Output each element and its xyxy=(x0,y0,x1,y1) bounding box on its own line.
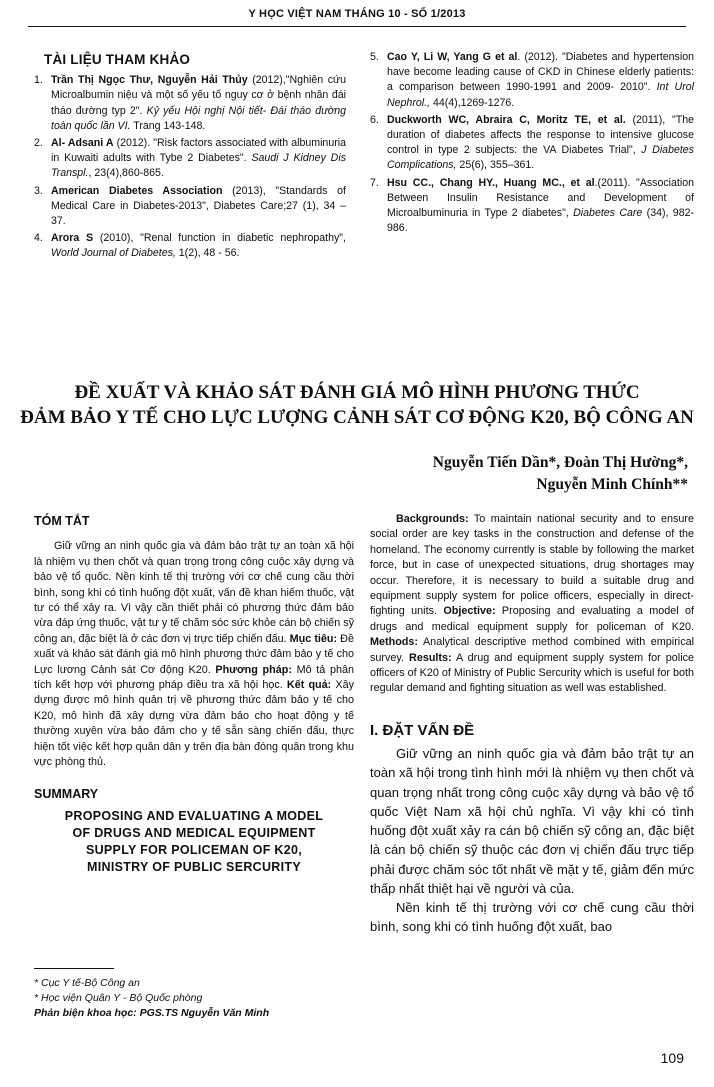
reference-body: .(2011). "Association Between Insulin Resistance and Development of Microalbuminuria in Type 2 diabetes", xyxy=(387,176,694,220)
reference-body: (2013), "Standards of Medical Care in Diabetes-2013", Diabetes Care;27 (1), 34 – 37. xyxy=(51,184,346,228)
running-head: Y HỌC VIỆT NAM THÁNG 10 - SỐ 1/2013 xyxy=(248,8,466,20)
abstract-vi-results: Xây dựng được mô hình quản trị về phương thức đảm bảo y tế cho K20, mô hình đã xây dựng vừa đảm bảo cho hoạt động y tế thường xuyên vừa bảo đảm cho y tế sẵn sàng chiến đấu, thực hiện tốt việc kết hợp quân dân y trên địa bàn đóng quân trong khu vực phòng thủ. xyxy=(34,679,354,769)
reference-authors: Cao Y, Li W, Yang G et al xyxy=(387,51,518,63)
reference-body: (2012),"Nghiên cứu Microalbumin niệu và một số yếu tố nguy cơ ở bệnh nhân đái tháo đường typ 2". xyxy=(51,74,346,117)
footnote-reviewer xyxy=(34,1006,354,1021)
reference-tail: , 23(4),860-865. xyxy=(88,167,164,180)
footnotes xyxy=(34,976,354,1021)
footnote-affiliation: * Cục Y tế-Bộ Công an xyxy=(34,977,140,989)
right-column xyxy=(370,512,694,936)
reference-tail: 44(4),1269-1276. xyxy=(430,96,515,109)
reference-number: 1. xyxy=(34,74,43,87)
reference-item xyxy=(34,184,346,230)
abstract-vi-methods-label: Phương pháp: xyxy=(215,663,292,676)
reference-text xyxy=(51,136,346,182)
reference-number: 4. xyxy=(34,232,43,245)
abstract-en-results: A drug and equipment supply system for police officers of K20 of Ministry of Public Sercurity which is useful for both regular demand and fighting situation as well was established. xyxy=(370,651,695,695)
reference-number: 6. xyxy=(370,113,379,126)
summary-title-line: MINISTRY OF PUBLIC SERCURITY xyxy=(87,859,301,874)
introduction-paragraph: Nền kinh tế thị trường với cơ chế cung cầu thời bình, song khi có tình huống đột xuất, bao xyxy=(370,899,694,935)
reviewer-label: Phản biện khoa học: xyxy=(34,1007,137,1019)
reference-number: 2. xyxy=(34,137,43,150)
abstract-en-body xyxy=(370,512,694,697)
abstract-en-objective-label: Objective: xyxy=(443,605,496,618)
references-right-column xyxy=(370,50,694,238)
abstract-en-results-label: Results: xyxy=(409,651,452,664)
reference-tail: 25(6), 355–361. xyxy=(456,159,535,172)
article-title xyxy=(0,380,714,430)
summary-title-line: PROPOSING AND EVALUATING A MODEL xyxy=(64,808,324,823)
abstract-en-methods-label: Methods: xyxy=(370,636,418,649)
left-column xyxy=(34,514,354,876)
reference-tail: Trang 143-148. xyxy=(130,119,206,132)
reference-number: 3. xyxy=(34,184,43,197)
reference-text xyxy=(387,50,694,111)
abstract-vi-heading: TÓM TẮT xyxy=(34,514,90,528)
introduction-paragraph: Giữ vững an ninh quốc gia và đảm bảo trật tự an toàn xã hội trong tình hình mới là nhiệm vụ then chốt và quan trọng nhất trong công cuộc xây dựng và bảo vệ tổ quốc Việt Nam xã hội chủ nghĩa. Vì vậy khi có tình huống đột xuất xảy ra cán bộ chiến sỹ công an, đặc biệt là cán bộ chiến sỹ thuộc các đơn vị chiến đấu trực tiếp phải được chăm sóc tốt nhất về mặt y tế, giảm đến mức thấp nhất thiệt hại về người và của. xyxy=(370,746,694,896)
abstract-vi-objective: Đề xuất và khảo sát đánh giá mô hình phương thức đảm bảo y tế cho Lực lương Cảnh sát Cơ động K20. xyxy=(34,632,354,676)
reviewer-name: PGS.TS Nguyễn Văn Minh xyxy=(136,1007,270,1019)
reference-journal: Saudi J Kidney Dis Transpl. xyxy=(51,152,346,180)
reference-authors: Duckworth WC, Abraira C, Moritz TE, et al. xyxy=(387,113,626,126)
references-left-column xyxy=(34,50,346,264)
article-title-line: ĐỀ XUẤT VÀ KHẢO SÁT ĐÁNH GIÁ MÔ HÌNH PHƯƠNG THỨC xyxy=(74,382,640,403)
reference-authors: Al- Adsani A xyxy=(51,137,114,150)
reference-body: (2011), "The duration of diabetes affects the response to intensive glucose control in type 2 subjects: the VA Diabetes Trial", xyxy=(387,113,695,157)
reference-item xyxy=(34,73,346,134)
reference-authors: Arora S xyxy=(51,232,94,245)
reference-number: 7. xyxy=(370,176,379,189)
reference-body: . (2012). "Diabetes and hypertension have become leading cause of CKD in Chinese elderly patients: a comparison between 1990-1991 and 2009- 2010". xyxy=(387,51,694,94)
reference-item xyxy=(370,176,694,237)
reference-text xyxy=(387,113,694,174)
reference-journal: World Journal of Diabetes, xyxy=(51,247,176,260)
article-title-line: ĐẢM BẢO Y TẾ CHO LỰC LƯỢNG CẢNH SÁT CƠ ĐỘNG K20, BỘ CÔNG AN xyxy=(20,407,694,428)
authors-line: Nguyễn Tiến Dần*, Đoàn Thị Hường*, xyxy=(432,454,688,471)
reference-tail: (34), 982-986. xyxy=(387,207,695,235)
summary-title-line: OF DRUGS AND MEDICAL EQUIPMENT xyxy=(72,825,316,840)
reference-journal: Int Urol Nephrol., xyxy=(387,81,694,109)
reference-item xyxy=(370,113,694,174)
reference-item xyxy=(370,50,694,111)
references-title: TÀI LIỆU THAM KHẢO xyxy=(44,52,191,67)
reference-number: 5. xyxy=(370,51,379,63)
footnote-affiliation: * Học viện Quân Y - Bộ Quốc phòng xyxy=(34,992,203,1004)
abstract-en-backgrounds-label: Backgrounds: xyxy=(396,513,469,525)
summary-title-line: SUPPLY FOR POLICEMAN OF K20, xyxy=(85,842,303,857)
page-number: 109 xyxy=(660,1050,684,1066)
reference-authors: American Diabetes Association xyxy=(51,184,223,197)
reference-text xyxy=(51,231,346,261)
introduction-heading: I. ĐẶT VẤN ĐỀ xyxy=(370,721,475,739)
reference-tail: 1(2), 48 - 56. xyxy=(175,247,240,260)
reference-body: (2010), "Renal function in diabetic nephropathy", xyxy=(93,232,346,245)
summary-heading: SUMMARY xyxy=(34,786,99,801)
reference-item xyxy=(34,136,346,182)
reference-item xyxy=(34,231,346,261)
abstract-en-objective: Proposing and evaluating a model of drugs and medical equipment supply for policeman of K20. xyxy=(370,605,695,633)
reference-journal: Kỷ yếu Hội nghị Nội tiết- Đái tháo đường toàn quốc lần VI. xyxy=(51,104,346,132)
abstract-vi-objective-label: Mục tiêu: xyxy=(289,632,338,645)
footnote-rule xyxy=(34,968,114,969)
reference-authors: Hsu CC., Chang HY., Huang MC., et al xyxy=(387,176,595,189)
abstract-vi-methods: Mô tả phân tích kết hợp với phương pháp điều tra xã hội học. xyxy=(34,663,354,692)
authors-line: Nguyễn Minh Chính** xyxy=(536,476,688,493)
abstract-vi-body xyxy=(34,539,354,770)
reference-authors: Trần Thị Ngọc Thư, Nguyễn Hải Thủy xyxy=(51,74,248,87)
summary-title xyxy=(40,808,348,876)
abstract-vi-intro: Giữ vững an ninh quốc gia và đảm bảo trật tự an toàn xã hội là nhiệm vụ then chốt và quan trọng trong công cuộc xây dựng và bảo vệ tổ quốc. Nền kinh tế thị trường với cơ chế cung cầu thời bình, song khi có tình huống đột xuất, vấn đề khan hiếm thuốc, vật tư có thể xảy ra. Vì vậy cần thiết phải có phương thức đảm bảo vừa đáp ứng thuốc, vật tư y tế chăm sóc sức khỏe cán bộ chiến sỹ công an, đặc biệt là ở các đơn vị trực tiếp chiến đấu. xyxy=(34,540,354,645)
reference-text xyxy=(51,184,346,230)
reference-text xyxy=(51,73,346,134)
reference-journal: Diabetes Care xyxy=(573,207,643,220)
reference-journal: J Diabetes Complications, xyxy=(387,144,694,172)
article-authors xyxy=(433,452,688,496)
reference-text xyxy=(387,176,694,237)
abstract-en-methods: Analytical descriptive method combined with empirical survey. xyxy=(370,636,694,664)
header-rule xyxy=(28,26,686,27)
abstract-vi-results-label: Kết quả: xyxy=(286,679,332,692)
abstract-en-backgrounds: To maintain national security and to ensure social order are key tasks in the construction and defense of the homeland. The economy currently is stable by following the market force, but in case of unexpected situations, drug shortages may occur. Therefore, it is necessary to build a suitable drug and equipment supply system for police officers, especially in direct-fighting units. xyxy=(370,513,694,618)
reference-body: (2012). "Risk factors associated with albuminuria in Kuwaiti adults with Tybe 2 Diabetes". xyxy=(51,137,346,165)
